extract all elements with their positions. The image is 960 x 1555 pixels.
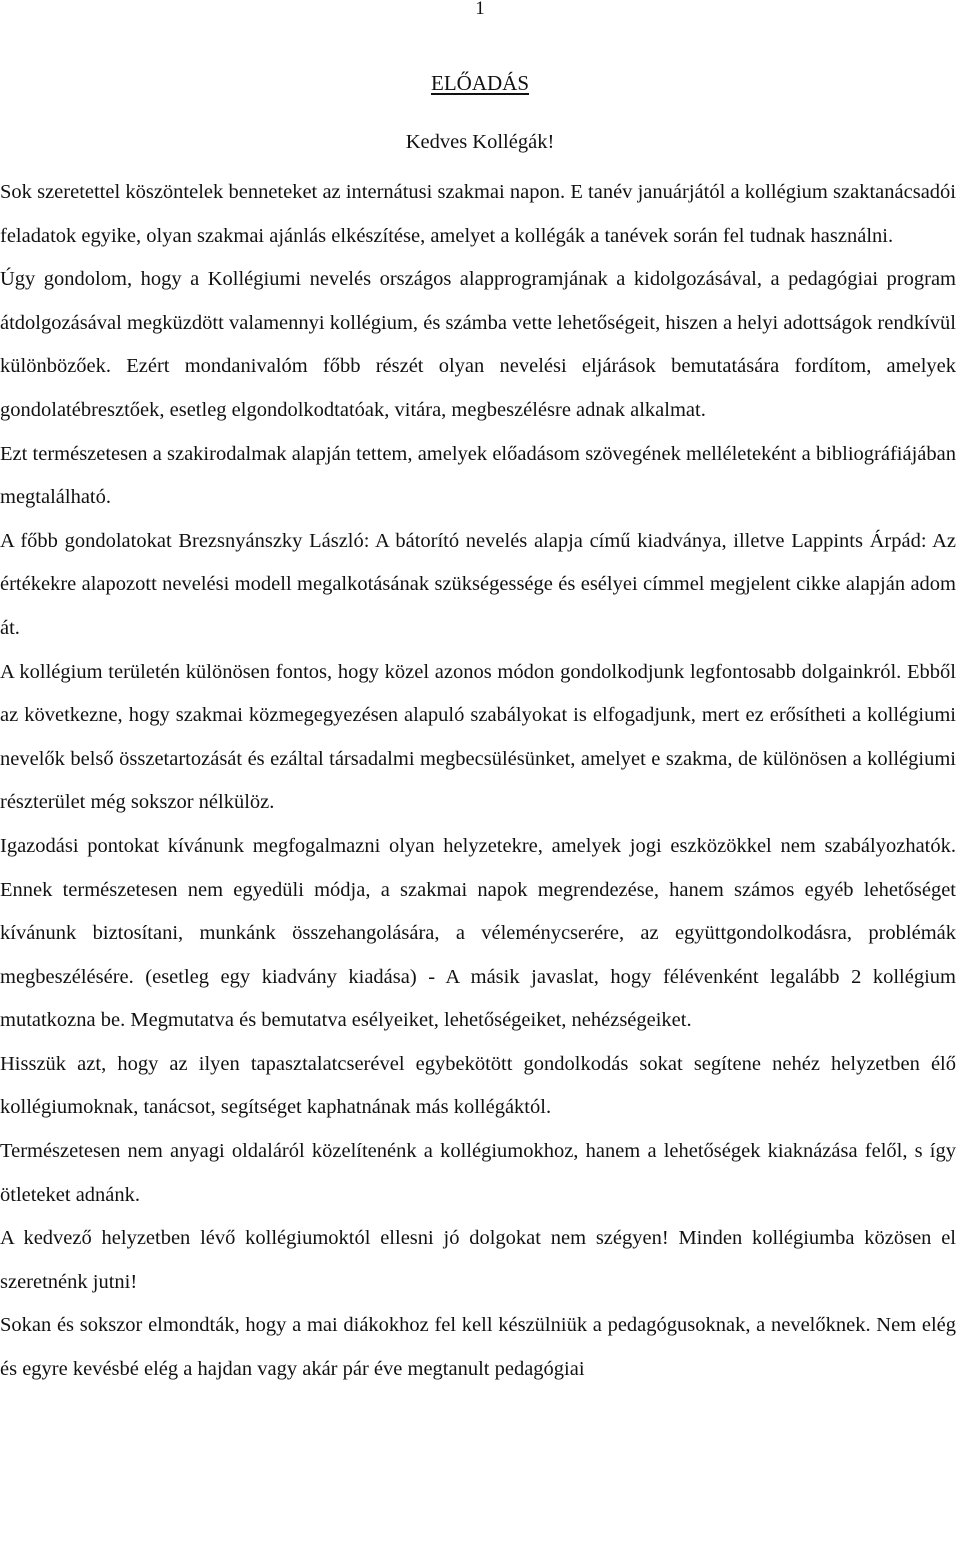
- paragraph: Igazodási pontokat kívánunk megfogalmazni olyan helyzetekre, amelyek jogi eszközökkel nem szabályozhatók. Ennek természetesen nem egyedüli módja, a szakmai napok megrendezése, hanem számos egyéb lehetőséget kívánunk biztosítani, munkánk összehangolására, a véleménycserére, az együttgondolkodásra, problémák megbeszélésére. (esetleg egy kiadvány kiadása) - A másik javaslat, hogy félévenként legalább 2 kollégium mutatkozna be. Megmutatva és bemutatva esélyeiket, lehetőségeiket, nehézségeiket.: [0, 834, 956, 1032]
- greeting: Kedves Kollégák!: [405, 131, 555, 153]
- paragraph: A kedvező helyzetben lévő kollégiumoktól ellesni jó dolgokat nem szégyen! Minden kollégiumba közösen el szeretnénk jutni!: [0, 1227, 956, 1293]
- paragraph: Sok szeretettel köszöntelek benneteket az internátusi szakmai napon. E tanév januárjától a kollégium szaktanácsadói feladatok egyike, olyan szakmai ajánlás elkészítése, amelyet a kollégák a tanévek során fel tudnak használni.: [0, 181, 956, 247]
- document-title: ELŐADÁS: [431, 71, 529, 95]
- document-body: [0, 171, 956, 1392]
- paragraph: A kollégium területén különösen fontos, hogy közel azonos módon gondolkodjunk legfontosabb dolgainkról. Ebből az következne, hogy szakmai közmegegyezésen alapuló szabályokat is elfogadjunk, mert ez erősítheti a kollégiumi nevelők belső összetartozását és ezáltal társadalmi megbecsülésünket, amelyet e szakma, de különösen a kollégiumi részterület még sokszor nélkülöz.: [0, 660, 956, 814]
- paragraph: Ezt természetesen a szakirodalmak alapján tettem, amelyek előadásom szövegének melléleteként a bibliográfiájában megtalálható.: [0, 442, 956, 509]
- paragraph: Természetesen nem anyagi oldaláról közelítenénk a kollégiumokhoz, hanem a lehetőségek kiaknázása felől, s így ötleteket adnánk.: [0, 1140, 956, 1206]
- paragraph: Hisszük azt, hogy az ilyen tapasztalatcserével egybekötött gondolkodás sokat segítene nehéz helyzetben élő kollégiumoknak, tanácsot, segítséget kaphatnának más kollégáktól.: [0, 1052, 956, 1119]
- paragraph: Sokan és sokszor elmondták, hogy a mai diákokhoz fel kell készülniük a pedagógusoknak, a nevelőknek. Nem elég és egyre kevésbé elég a hajdan vagy akár pár éve megtanult pedagógiai: [0, 1314, 956, 1381]
- paragraph: A főbb gondolatokat Brezsnyánszky László: A bátorító nevelés alapja című kiadványa, illetve Lappints Árpád: Az értékekre alapozott nevelési modell megalkotásának szükségessége és esélyei címmel megjelent cikke alapján adom át.: [0, 529, 956, 639]
- paragraph: Úgy gondolom, hogy a Kollégiumi nevelés országos alapprogramjának a kidolgozásával, a pedagógiai program átdolgozásával megküzdött valamennyi kollégium, és számba vette lehetőségeit, hiszen a helyi adottságok rendkívül különbözőek. Ezért mondanivalóm főbb részét olyan nevelési eljárások bemutatására fordítom, amelyek gondolatébresztőek, esetleg elgondolkodtatóak, vitára, megbeszélésre adnak alkalmat.: [0, 268, 956, 421]
- page-number: 1: [475, 0, 485, 19]
